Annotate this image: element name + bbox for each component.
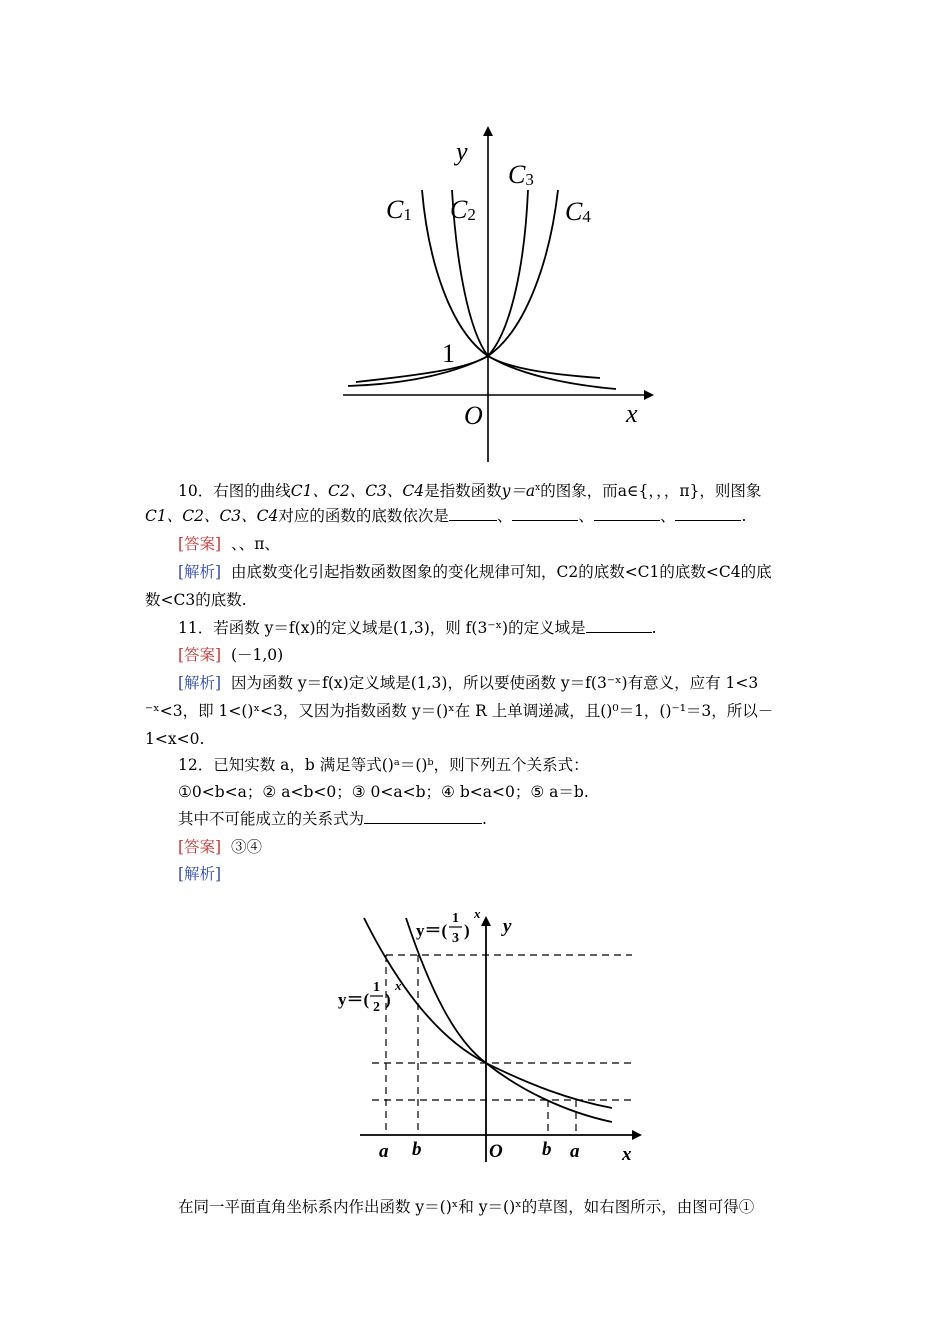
e11-text-2: ⁻ˣ<3，即 1<()ˣ<3，又因为指数函数 y＝()ˣ在 R 上单调递减，且()⁰＝1，()⁻¹＝3，所以－: [145, 702, 774, 720]
tick-label-a-left: a: [379, 1141, 389, 1162]
separator: 、: [578, 507, 594, 525]
label-one-third-close: ): [464, 921, 470, 940]
explanation-tag: [解析]: [178, 674, 222, 692]
q11-number: 11．: [178, 619, 214, 637]
y-axis-label: y: [503, 916, 512, 937]
x-axis-label: x: [622, 1144, 632, 1165]
q10-func: y＝a: [501, 482, 536, 501]
curve-one-third: [406, 918, 612, 1122]
q12-options-text: ①0<b<a；② a<b<0；③ 0<a<b；④ b<a<0；⑤ a＝b.: [178, 783, 589, 801]
q10-text-c: 的图象，而: [540, 482, 618, 501]
x-axis-label: x: [626, 399, 638, 428]
a10-text: 、、π、: [230, 535, 280, 553]
curve-label-c2: C2: [450, 195, 476, 224]
e10-text-1: 由底数变化引起指数函数图象的变化规律可知，C2的底数<C1的底数<C4的底: [230, 563, 772, 581]
explanation-tag: [解析]: [178, 563, 222, 581]
tick-label-b-right: b: [542, 1139, 552, 1160]
e10-text-2: 数<C3的底数.: [145, 591, 247, 609]
label-one-half-den: 2: [373, 1000, 380, 1015]
q10-line2-text: 对应的函数的底数依次是: [278, 507, 449, 525]
tick-label-b-left: b: [412, 1139, 422, 1160]
q12-question-text: 其中不可能成立的关系式为: [178, 810, 365, 828]
separator: 、: [659, 507, 676, 525]
q10-number: 10．: [178, 482, 214, 501]
q10-text-b: 是指数函数: [424, 482, 502, 501]
origin-label: O: [489, 1141, 503, 1162]
curve-one-half: [364, 918, 612, 1108]
closing-text: 在同一平面直角坐标系内作出函数 y＝()ˣ和 y＝()ˣ的草图，如右图所示，由图可得①: [178, 1198, 755, 1216]
period: .: [651, 619, 657, 637]
answer-tag: [答案]: [178, 838, 222, 856]
answer-tag: [答案]: [178, 646, 222, 664]
period: .: [741, 507, 747, 525]
q10-text-a: 右图的曲线: [213, 482, 291, 501]
answer-tag: [答案]: [178, 535, 222, 553]
q11-text: 若函数 y＝f(x)的定义域是(1,3)，则 f(3⁻ˣ)的定义域是: [213, 619, 586, 637]
q12-number: 12．: [178, 756, 214, 774]
label-one-half-num: 1: [373, 980, 380, 995]
label-one-half-sup: x: [395, 978, 402, 993]
label-one-half-close: ): [385, 990, 391, 1009]
origin-label: O: [464, 401, 483, 430]
q10-text-d: ，则图象: [699, 482, 762, 501]
label-one-third-num: 1: [452, 911, 459, 926]
e11-text-1: 因为函数 y＝f(x)定义域是(1,3)，所以要使函数 y＝f(3⁻ˣ)有意义，应有 1<3: [230, 674, 759, 692]
curve-label-c3: C3: [508, 160, 534, 189]
e11-text-3: 1<x<0.: [145, 730, 205, 748]
tick-label-a-right: a: [570, 1141, 580, 1162]
guide-lines: [372, 955, 632, 1135]
a11-text: (－1,0): [230, 646, 284, 664]
closing-line: [178, 1197, 754, 1217]
a12-text: ③④: [230, 838, 262, 856]
y-axis-label: y: [456, 137, 468, 166]
curve-label-c4: C4: [565, 197, 591, 226]
label-one-third-den: 3: [452, 931, 459, 946]
explanation-tag: [解析]: [178, 865, 222, 883]
label-one-third-sup: x: [474, 906, 481, 921]
intercept-label: 1: [442, 339, 455, 368]
q10-func-sup: x: [535, 483, 541, 493]
q10-curves: C1、C2、C3、C4: [290, 482, 425, 501]
separator: 、: [496, 507, 513, 525]
label-one-third: y＝(: [416, 921, 448, 940]
curve-label-c1: C1: [386, 195, 412, 224]
label-one-half: y＝(: [338, 990, 370, 1009]
q10-line2-curves: C1、C2、C3、C4: [145, 507, 279, 525]
q12-text: 已知实数 a，b 满足等式()ᵃ＝()ᵇ，则下列五个关系式：: [213, 756, 589, 774]
q10-set: a∈{，，，π}: [617, 482, 700, 501]
period: .: [482, 810, 487, 828]
